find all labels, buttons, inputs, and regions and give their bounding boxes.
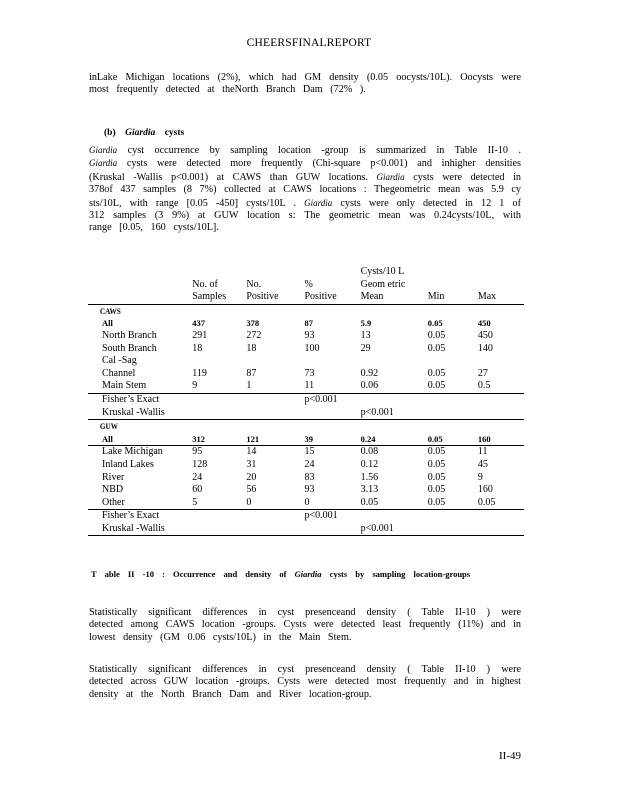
- table-row: NBD 60 56 93 3.13 0.05 160: [102, 484, 493, 496]
- header-max: Max: [478, 266, 524, 304]
- stat-row-kruskal: Kruskal -Wallis p<0.001: [88, 523, 524, 536]
- guw-text: Statistically significant differences in cyst presenceand density ( Table II-10 ) were detected across GUW location -groups. Cysts were detected most frequently and in highest density at the North Branch Dam and River location-group.: [89, 664, 521, 700]
- intro-text: inLake Michigan locations (2%), which had GM density (0.05 oocysts/10L). Oocysts were most frequently detected at theNorth Branch Dam (72% ).: [89, 72, 521, 96]
- table-caption: [91, 569, 470, 579]
- guw-paragraph: [89, 664, 521, 701]
- giardia-text: [89, 144, 521, 235]
- organism-name: Giardia: [89, 145, 118, 155]
- giardia-paragraph: [89, 144, 521, 235]
- table-row: Channel 119 87 73 0.92 0.05 27: [102, 367, 488, 379]
- table-row: Main Stem 9 1 11 0.06 0.05 0.5: [88, 380, 524, 393]
- stat-row-kruskal: Kruskal -Wallis p<0.001: [88, 407, 524, 420]
- section-word: cysts: [164, 128, 185, 138]
- table-row: Other 5 0 0 0.05 0.05 0.05: [88, 497, 524, 510]
- section-organism: Giardia: [125, 128, 156, 138]
- header-pct-positive: % Positive: [304, 266, 360, 304]
- report-header: CHEERSFINALREPORT: [246, 37, 372, 49]
- table-header-row: [88, 266, 524, 304]
- intro-paragraph: [89, 72, 521, 97]
- table-row: All 312 121 39 0.24 0.05 160: [88, 433, 524, 446]
- organism-name: Giardia: [304, 197, 333, 208]
- caption-prefix: T able II -10 : Occurrence and density of: [91, 569, 287, 579]
- text-segment: cysts were detected in 378of 437 samples (8 7%) collected at CAWS locations : Thegeometric mean was 5.9 cy sts/10L, with range [0.05 -450] cysts/10L .: [89, 171, 521, 209]
- table-row: River 24 20 83 1.56 0.05 9: [102, 471, 483, 483]
- organism-name: Giardia: [89, 158, 118, 169]
- header-min: Min: [428, 266, 478, 304]
- header-geomean: Cysts/10 L Geom etric Mean: [361, 266, 428, 304]
- table-row: All 437 378 87 5.9 0.05 450: [102, 318, 491, 329]
- text-segment: cysts were only detected in 12 1 of 312 samples (3 9%) at GUW location s: The geometric mean was 0.24cysts/10L, with range [0.05, 160 cysts/10L].: [89, 197, 521, 234]
- caption-organism: Giardia: [294, 569, 322, 579]
- text-segment: cysts were detected more frequently (Chi-square p<0.001) and inhigher densities (Kruskal -Wallis p<0.001) at CAWS than GUW locations.: [89, 158, 521, 183]
- section-heading: [104, 128, 184, 138]
- caption-suffix: cysts by sampling location-groups: [329, 569, 471, 579]
- giardia-table: [88, 266, 524, 536]
- table-row: South Branch 18 18 100 29 0.05 140: [102, 342, 493, 354]
- text-segment: cyst occurrence by sampling location -group is summarized in Table II-10 .: [117, 145, 521, 156]
- table-row: Lake Michigan 95 14 15 0.08 0.05 11: [102, 446, 488, 458]
- table-row: North Branch 291 272 93 13 0.05 450: [102, 329, 493, 341]
- page-number: II-49: [499, 750, 521, 762]
- caws-paragraph: [89, 607, 521, 644]
- section-label: (b): [104, 128, 116, 138]
- group-row-caws: CAWS: [99, 305, 121, 316]
- group-row-guw: GUW: [99, 421, 118, 432]
- table-row: Cal -Sag: [102, 355, 137, 367]
- table-row: Inland Lakes 128 31 24 0.12 0.05 45: [102, 458, 488, 470]
- stat-row-fisher: Fisher’s Exact p<0.001: [102, 510, 338, 522]
- stat-row-fisher: Fisher’s Exact p<0.001: [102, 393, 338, 405]
- header-positive: No. Positive: [246, 266, 304, 304]
- caws-text: Statistically significant differences in cyst presenceand density ( Table II-10 ) were detected among CAWS location -groups. Cysts were detected least frequently (11%) and in lowest density (GM 0.06 cysts/10L) in the Main Stem.: [89, 607, 521, 643]
- organism-name: Giardia: [376, 171, 405, 182]
- header-samples: No. of Samples: [192, 266, 246, 304]
